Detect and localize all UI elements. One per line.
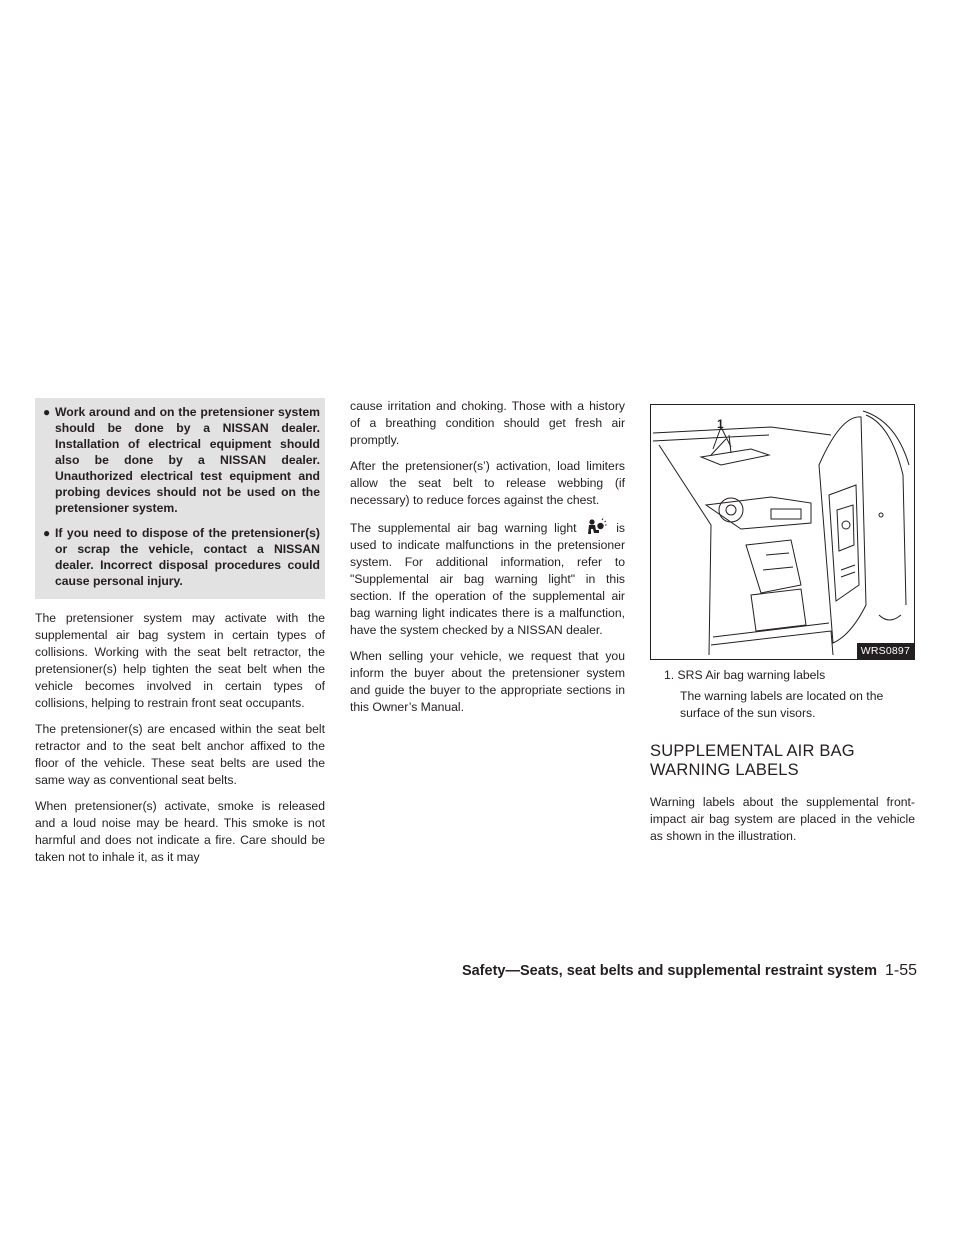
warning-text: If you need to dispose of the pretensioner(s) or scrap the vehicle, contact a NISSAN dealer. Incorrect disposal procedures could cause personal injury. xyxy=(55,526,320,588)
column-left xyxy=(35,398,325,875)
paragraph: After the pretensioner(s’) activation, load limiters allow the seat belt to release webbing (if necessary) to reduce forces against the chest. xyxy=(350,459,625,507)
figure-code: WRS0897 xyxy=(857,643,914,659)
column-middle xyxy=(350,398,625,725)
paragraph: When pretensioner(s) activate, smoke is released and a loud noise may be heard. This smoke is not harmful and does not indicate a fire. Care should be taken not to inhale it, as it may xyxy=(35,799,325,864)
footer-chapter-title: Safety—Seats, seat belts and supplemental restraint system xyxy=(461,963,877,979)
warning-item xyxy=(43,525,320,589)
page-number: 1-55 xyxy=(884,962,917,979)
paragraph-text: is used to indicate malfunctions in the pretensioner system. For additional information, refer to "Supplemental air bag warning light" in this section. If the operation of the supplemental air bag warning light indicates there is a malfunction, have the system checked by a NISSAN dealer. xyxy=(350,521,625,637)
paragraph: cause irritation and choking. Those with a history of a breathing condition should get fresh air promptly. xyxy=(350,399,625,447)
figure-caption-detail: The warning labels are located on the surface of the sun visors. xyxy=(680,689,884,720)
airbag-warning-light-icon xyxy=(585,518,607,536)
paragraph-text: The supplemental air bag warning light xyxy=(350,521,577,535)
warning-item xyxy=(43,404,320,516)
figure-caption-item: 1. SRS Air bag warning labels xyxy=(664,668,826,682)
paragraph: The pretensioner system may activate with the supplemental air bag system in certain types of collisions. Working with the seat belt retractor, the pretensioner(s) help tighten the seat belt when the vehicle becomes involved in certain types of collisions, helping to restrain front seat occupants. xyxy=(35,611,325,710)
bullet-icon: ● xyxy=(43,526,51,540)
bullet-icon: ● xyxy=(43,405,51,419)
warning-box xyxy=(35,398,325,599)
section-heading-line: SUPPLEMENTAL AIR BAG xyxy=(650,742,855,760)
illustration-car-interior xyxy=(650,404,915,660)
section-heading xyxy=(650,742,915,780)
warning-text: Work around and on the pretensioner system should be done by a NISSAN dealer. Installation of electrical equipment should also be done by a NISSAN dealer. Unauthorized electrical test equipment and probing devices should not be used on the pretensioner system. xyxy=(55,405,320,515)
column-right xyxy=(650,404,915,854)
figure-callout-number: 1 xyxy=(717,417,724,431)
paragraph: When selling your vehicle, we request that you inform the buyer about the pretensioner system and guide the buyer to the appropriate sections in this Owner’s Manual. xyxy=(350,649,625,714)
paragraph-warning-light xyxy=(350,518,625,639)
section-heading-line: WARNING LABELS xyxy=(650,761,799,779)
page-footer xyxy=(452,962,917,980)
paragraph: The pretensioner(s) are encased within the seat belt retractor and to the seat belt anchor affixed to the floor of the vehicle. These seat belts are used the same way as conventional seat belts. xyxy=(35,722,325,787)
paragraph: Warning labels about the supplemental front-impact air bag system are placed in the vehicle as shown in the illustration. xyxy=(650,795,915,843)
